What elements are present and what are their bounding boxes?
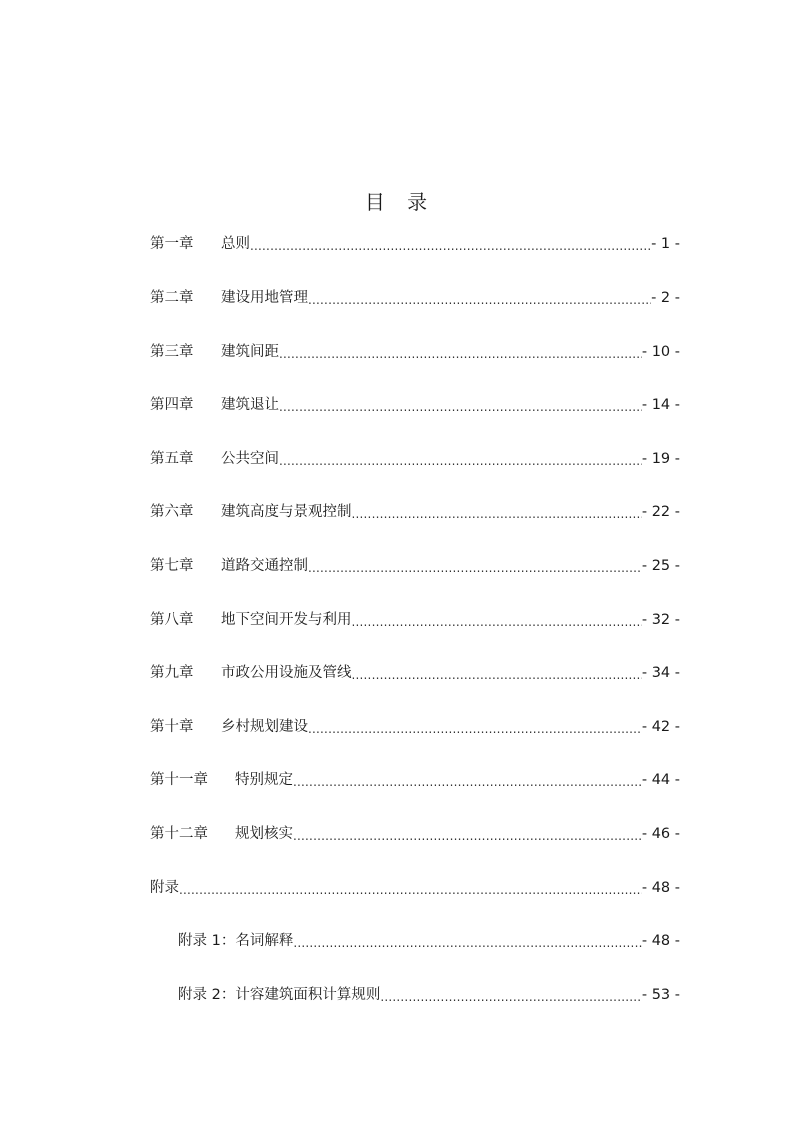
- toc-title: 目 录: [364, 190, 436, 214]
- toc-page-number: - 25 -: [641, 558, 680, 574]
- toc-page-number: - 48 -: [641, 933, 680, 949]
- toc-entry-name: 建筑高度与景观控制: [221, 504, 352, 520]
- toc-page-number: - 48 -: [641, 880, 680, 896]
- dot-leader: [380, 987, 642, 1007]
- toc-entry-name: 乡村规划建设: [221, 719, 308, 735]
- toc-entry-name: 建设用地管理: [221, 290, 308, 306]
- toc-chapter-number: 第一章: [150, 236, 194, 252]
- toc-page-number: - 53 -: [641, 987, 680, 1003]
- toc-entry[interactable]: [150, 661, 680, 685]
- toc-chapter-number: 第二章: [150, 290, 194, 306]
- toc-chapter-number: 第十一章: [150, 772, 208, 788]
- toc-entry-name: 建筑退让: [221, 397, 279, 413]
- toc-entry[interactable]: [150, 447, 680, 471]
- toc-page-number: - 22 -: [641, 504, 680, 520]
- dot-leader: [293, 933, 642, 953]
- toc-entry[interactable]: [150, 554, 680, 578]
- toc-chapter-number: 第八章: [150, 612, 194, 628]
- toc-entry[interactable]: [150, 822, 680, 846]
- dot-leader: [250, 236, 651, 256]
- toc-entry[interactable]: [150, 286, 680, 310]
- toc-entry[interactable]: [150, 715, 680, 739]
- toc-entry[interactable]: [150, 768, 680, 792]
- dot-leader: [308, 290, 651, 310]
- toc-chapter-number: 第九章: [150, 665, 194, 681]
- toc-entry-name: 规划核实: [235, 826, 293, 842]
- toc-chapter-number: 第六章: [150, 504, 194, 520]
- toc-chapter-number: 第五章: [150, 451, 194, 467]
- toc-entry[interactable]: [150, 608, 680, 632]
- toc-chapter-number: 第三章: [150, 344, 194, 360]
- dot-leader: [308, 719, 642, 739]
- dot-leader: [279, 397, 642, 417]
- dot-leader: [308, 558, 642, 578]
- dot-leader: [279, 344, 642, 364]
- toc-entry-name: 建筑间距: [221, 344, 279, 360]
- toc-chapter-number: 第十二章: [150, 826, 208, 842]
- dot-leader: [352, 612, 642, 632]
- dot-leader: [293, 772, 642, 792]
- dot-leader: [293, 826, 642, 846]
- toc-page-number: - 19 -: [641, 451, 680, 467]
- toc-page-number: - 32 -: [641, 612, 680, 628]
- toc-page-number: - 42 -: [641, 719, 680, 735]
- toc-entry-name: 特别规定: [235, 772, 293, 788]
- toc-entry-name: 市政公用设施及管线: [221, 665, 352, 681]
- toc-page-number: - 34 -: [641, 665, 680, 681]
- toc-entry[interactable]: [150, 500, 680, 524]
- toc-page-number: - 10 -: [641, 344, 680, 360]
- toc-entry-appendix-2[interactable]: [178, 983, 680, 1007]
- toc-entry-name: 地下空间开发与利用: [221, 612, 352, 628]
- toc-entry-name: 附录 2：计容建筑面积计算规则: [178, 987, 381, 1003]
- toc-entry-appendix-1[interactable]: [178, 929, 680, 953]
- toc-page-number: - 46 -: [641, 826, 680, 842]
- toc-chapter-number: 第四章: [150, 397, 194, 413]
- toc-page-number: - 1 -: [651, 236, 680, 252]
- toc-entry-name: 道路交通控制: [221, 558, 308, 574]
- toc-entry[interactable]: [150, 393, 680, 417]
- toc-entry-name: 附录: [150, 880, 179, 896]
- toc-entry-name: 附录 1：名词解释: [178, 933, 294, 949]
- dot-leader: [279, 451, 642, 471]
- dot-leader: [352, 665, 642, 685]
- toc-entry-appendix[interactable]: [150, 876, 680, 900]
- dot-leader: [352, 504, 642, 524]
- toc-entry[interactable]: [150, 340, 680, 364]
- toc-chapter-number: 第七章: [150, 558, 194, 574]
- toc-entry-name: 总则: [221, 236, 250, 252]
- toc-page-number: - 2 -: [651, 290, 680, 306]
- toc-page-number: - 14 -: [641, 397, 680, 413]
- toc-entry[interactable]: [150, 232, 680, 256]
- dot-leader: [179, 880, 642, 900]
- toc-page-number: - 44 -: [641, 772, 680, 788]
- toc-chapter-number: 第十章: [150, 719, 194, 735]
- toc-entry-name: 公共空间: [221, 451, 279, 467]
